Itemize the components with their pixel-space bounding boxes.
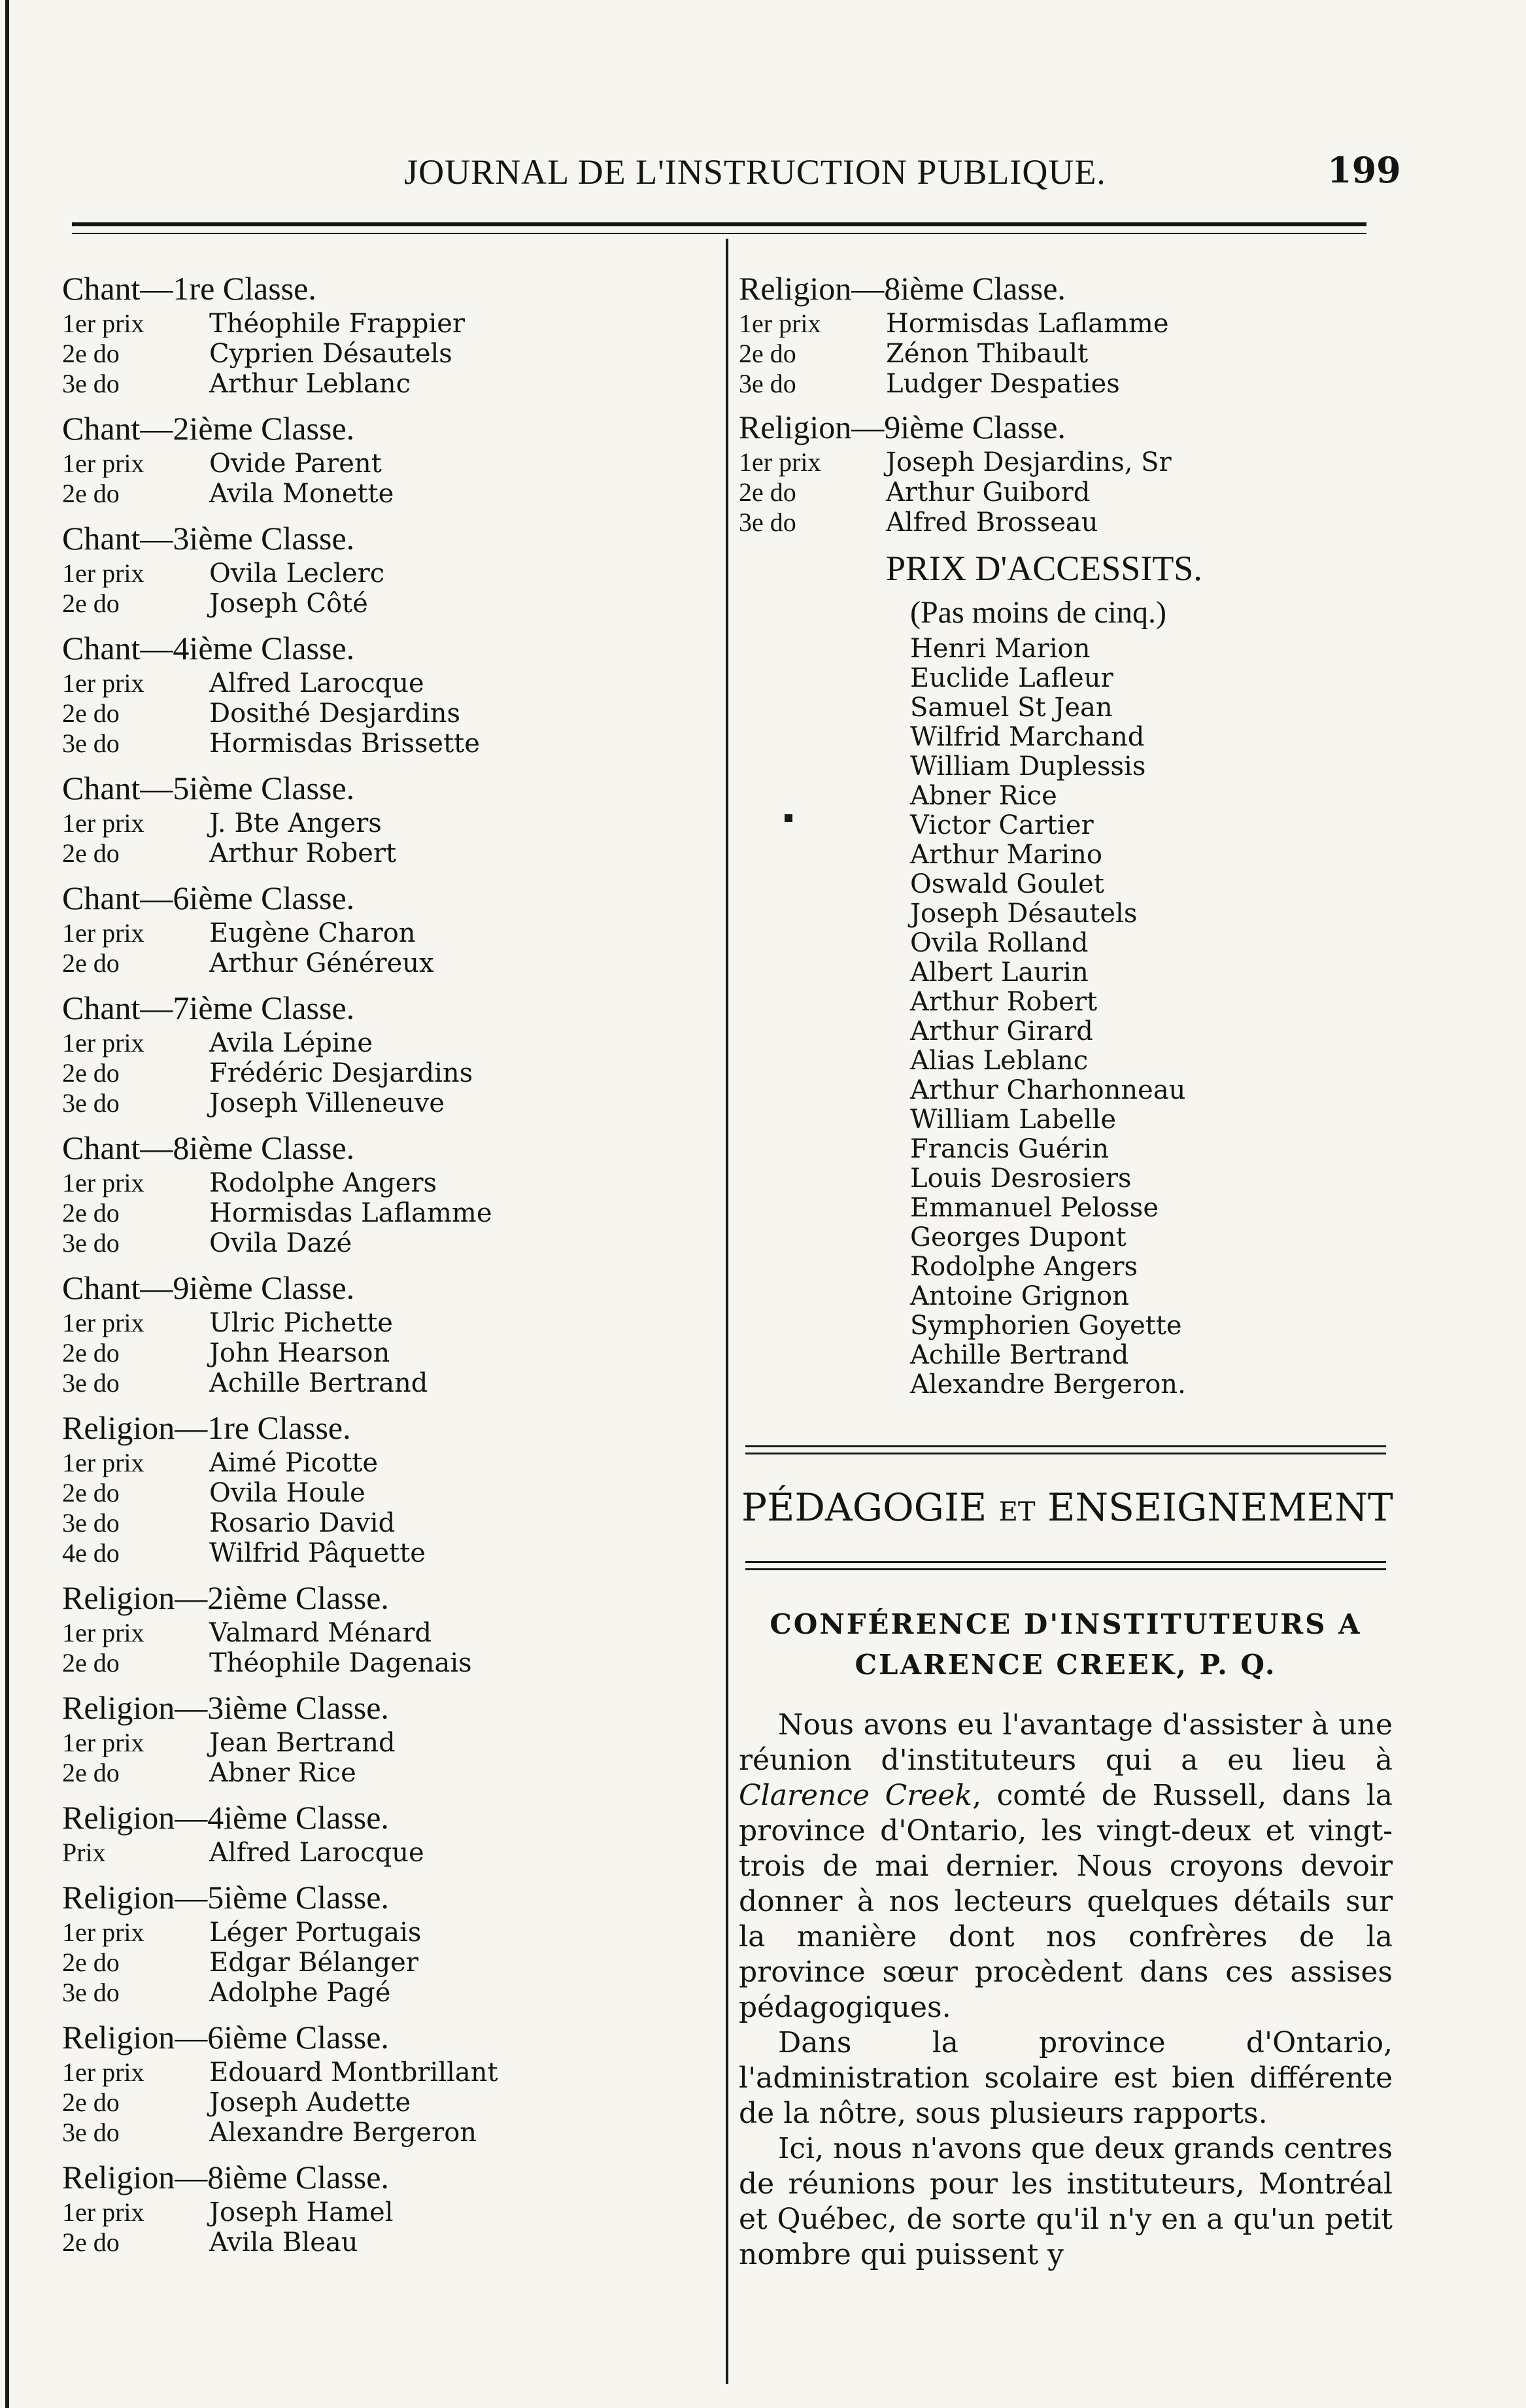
article-p1-text-a: Nous avons eu l'avantage d'assister à une réunion d'instituteurs qui a eu lieu à: [739, 1708, 1393, 1777]
prize-section: [62, 408, 716, 509]
prize-rank: 1er prix: [739, 309, 821, 338]
prize-row: [62, 309, 716, 339]
prize-rank: 3e do: [62, 1978, 120, 2007]
prize-row: [62, 1058, 716, 1088]
prize-winner-name: Joseph Côté: [209, 589, 368, 619]
pedagogie-heading-part2: ENSEIGNEMENT: [1047, 1485, 1393, 1530]
section-title: Religion—5ième Classe.: [62, 1879, 389, 1916]
conference-title-line1: CONFÉRENCE D'INSTITUTEURS A: [770, 1608, 1362, 1640]
prize-winner-name: Joseph Hamel: [209, 2197, 394, 2227]
prize-rank: 1er prix: [62, 1308, 144, 1337]
accessit-name: William Labelle: [910, 1105, 1117, 1135]
prize-winner-name: Jean Bertrand: [209, 1728, 396, 1758]
prize-winner-name: Arthur Généreux: [209, 948, 434, 978]
prize-winner-name: Joseph Audette: [209, 2088, 411, 2118]
prize-row: [62, 479, 716, 509]
right-column: [739, 268, 1393, 2273]
prize-winner-name: Eugène Charon: [209, 918, 416, 948]
prize-rank: 3e do: [62, 1228, 120, 1258]
prize-section: [739, 268, 1393, 399]
prize-winner-name: Arthur Leblanc: [209, 369, 411, 399]
accessits-list: [910, 634, 1393, 1400]
prize-winner-name: John Hearson: [209, 1338, 390, 1368]
prize-row: [62, 1758, 716, 1788]
prize-winner-name: Adolphe Pagé: [209, 1978, 391, 2008]
section-title: Religion—8ième Classe.: [62, 2159, 389, 2195]
prize-rank: 1er prix: [62, 559, 144, 588]
prize-section: [62, 1267, 716, 1398]
prize-section: [62, 1687, 716, 1788]
section-title: Religion—1re Classe.: [62, 1409, 351, 1446]
prize-section: [62, 1577, 716, 1678]
prize-row: [739, 507, 1393, 538]
prize-row: [62, 589, 716, 619]
prize-rank: 2e do: [62, 2088, 120, 2117]
prize-winner-name: Cyprien Désautels: [209, 339, 452, 369]
article-p1-place: Clarence Creek: [739, 1779, 973, 1812]
prize-winner-name: Hormisdas Brissette: [209, 729, 480, 759]
prize-row: [62, 1308, 716, 1338]
prize-winner-name: Edgar Bélanger: [209, 1948, 418, 1978]
prize-winner-name: Théophile Dagenais: [209, 1648, 472, 1678]
prize-winner-name: J. Bte Angers: [209, 808, 382, 838]
prize-rank: 3e do: [62, 729, 120, 758]
prize-winner-name: Achille Bertrand: [209, 1368, 428, 1398]
prize-rank: 1er prix: [62, 1728, 144, 1757]
prize-row: [62, 838, 716, 869]
prize-row: [62, 1088, 716, 1118]
prize-row: [62, 2118, 716, 2148]
prize-rank: 1er prix: [62, 1168, 144, 1197]
prize-rank: 2e do: [62, 1198, 120, 1228]
prize-row: [62, 449, 716, 479]
prize-winner-name: Hormisdas Laflamme: [886, 309, 1169, 339]
prize-row: [62, 1918, 716, 1948]
accessit-name: Samuel St Jean: [910, 693, 1113, 723]
prize-winner-name: Edouard Montbrillant: [209, 2057, 498, 2088]
prize-row: [739, 339, 1393, 369]
prize-row: [62, 1948, 716, 1978]
prize-row: [62, 948, 716, 978]
prize-row: [62, 698, 716, 729]
prize-row: [62, 808, 716, 838]
page-number: 199: [1327, 149, 1401, 191]
prize-row: [739, 309, 1393, 339]
section-title: Chant—3ième Classe.: [62, 520, 355, 557]
pedagogie-heading-joiner: ET: [998, 1497, 1036, 1527]
accessit-name: Arthur Charhonneau: [910, 1075, 1186, 1105]
prize-rank: 2e do: [62, 1758, 120, 1787]
prize-rank: 1er prix: [62, 1448, 144, 1477]
prize-winner-name: Ludger Despaties: [886, 369, 1120, 399]
prize-section: [62, 1877, 716, 2008]
prize-rank: 3e do: [62, 369, 120, 398]
prize-rank: 1er prix: [62, 449, 144, 478]
accessit-name: Alias Leblanc: [910, 1046, 1089, 1076]
accessit-name: Ovila Rolland: [910, 928, 1089, 958]
prize-winner-name: Zénon Thibault: [886, 339, 1089, 369]
article-paragraph-2: Dans la province d'Ontario, l'administration scolaire est bien différente de la nôtre, sous plusieurs rapports.: [739, 2026, 1393, 2130]
prize-row: [62, 1538, 716, 1568]
prize-winner-name: Avila Bleau: [209, 2227, 358, 2258]
prize-rank: 2e do: [62, 698, 120, 728]
header-rule: [72, 222, 1366, 234]
section-title: Religion—9ième Classe.: [739, 409, 1066, 445]
prize-section: [62, 268, 716, 399]
prize-row: [62, 2057, 716, 2088]
prize-row: [62, 1198, 716, 1228]
prize-rank: 2e do: [62, 339, 120, 368]
journal-title: JOURNAL DE L'INSTRUCTION PUBLIQUE.: [404, 152, 1106, 192]
prize-row: [62, 2227, 716, 2258]
prize-rank: 1er prix: [62, 1028, 144, 1058]
prize-winner-name: Ovide Parent: [209, 449, 382, 479]
prize-winner-name: Alfred Brosseau: [886, 507, 1098, 538]
conference-article: [739, 1708, 1393, 2273]
prize-section: [62, 1127, 716, 1258]
prize-row: [62, 1508, 716, 1538]
accessit-name: Symphorien Goyette: [910, 1311, 1182, 1341]
prize-section: [62, 2157, 716, 2258]
prize-row: [62, 1448, 716, 1478]
prize-winner-name: Avila Lépine: [209, 1028, 373, 1058]
prize-rank: 1er prix: [62, 2057, 144, 2087]
prize-rank: 1er prix: [62, 1918, 144, 1947]
prize-section: [62, 1797, 716, 1868]
prize-rank: 2e do: [62, 1338, 120, 1367]
accessit-name: Oswald Goulet: [910, 869, 1104, 899]
prize-winner-name: Théophile Frappier: [209, 309, 466, 339]
accessit-name: Arthur Marino: [910, 840, 1103, 870]
prize-row: [62, 918, 716, 948]
prize-rank: 3e do: [62, 1088, 120, 1118]
prize-winner-name: Joseph Desjardins, Sr: [886, 447, 1172, 477]
prize-row: [62, 2197, 716, 2227]
prize-section: [62, 518, 716, 619]
article-paragraph-1: [739, 1708, 1393, 2025]
prize-winner-name: Rosario David: [209, 1508, 396, 1538]
section-title: Chant—8ième Classe.: [62, 1129, 355, 1166]
prize-rank: 2e do: [62, 2227, 120, 2257]
prize-section: [62, 628, 716, 759]
section-title: Chant—7ième Classe.: [62, 989, 355, 1026]
prize-section: [62, 768, 716, 869]
prize-rank: 3e do: [62, 1508, 120, 1538]
prize-rank: 2e do: [739, 477, 796, 507]
section-title: Chant—6ième Classe.: [62, 880, 355, 916]
prize-winner-name: Hormisdas Laflamme: [209, 1198, 492, 1228]
prize-row: [62, 1838, 716, 1868]
prize-rank: 1er prix: [739, 447, 821, 477]
accessit-name: Antoine Grignon: [910, 1281, 1129, 1311]
prize-section: [62, 2017, 716, 2148]
accessit-name: Achille Bertrand: [910, 1340, 1129, 1370]
pedagogie-heading: [741, 1485, 1393, 1535]
prize-row: [62, 1028, 716, 1058]
section-title: Religion—3ième Classe.: [62, 1689, 389, 1726]
prize-row: [739, 369, 1393, 399]
prize-winner-name: Aimé Picotte: [209, 1448, 379, 1478]
section-title: Religion—6ième Classe.: [62, 2019, 389, 2055]
prize-winner-name: Alexandre Bergeron: [209, 2118, 477, 2148]
section-rule: [745, 1445, 1386, 1454]
prize-row: [739, 447, 1393, 477]
prize-rank: 4e do: [62, 1538, 120, 1568]
prize-winner-name: Abner Rice: [209, 1758, 356, 1788]
prize-winner-name: Alfred Larocque: [209, 1838, 424, 1868]
prize-rank: 2e do: [62, 1648, 120, 1677]
prize-winner-name: Valmard Ménard: [209, 1618, 432, 1648]
prize-row: [62, 1168, 716, 1198]
page-edge-line: [5, 0, 9, 2408]
accessit-name: Henri Marion: [910, 634, 1091, 664]
accessit-name: Victor Cartier: [910, 810, 1094, 840]
prize-winner-name: Arthur Robert: [209, 838, 397, 869]
accessit-name: Abner Rice: [910, 781, 1057, 811]
prize-row: [62, 1648, 716, 1678]
prize-rank: 1er prix: [62, 668, 144, 698]
prize-section: [739, 407, 1393, 538]
prize-rank: 2e do: [62, 838, 120, 868]
left-column: [62, 268, 716, 2267]
prize-winner-name: Wilfrid Pâquette: [209, 1538, 426, 1568]
section-title: Religion—4ième Classe.: [62, 1799, 389, 1836]
prize-rank: 2e do: [62, 948, 120, 978]
prize-rank: 1er prix: [62, 808, 144, 838]
section-rule-lower: [745, 1561, 1386, 1570]
prize-rank: Prix: [62, 1838, 106, 1867]
prize-rank: 3e do: [739, 369, 796, 398]
section-title: Religion—2ième Classe.: [62, 1579, 389, 1616]
accessit-name: Joseph Désautels: [910, 899, 1138, 929]
accessit-name: Albert Laurin: [910, 957, 1089, 988]
accessit-name: Louis Desrosiers: [910, 1163, 1132, 1194]
prize-row: [62, 369, 716, 399]
conference-title-line2: CLARENCE CREEK, P. Q.: [855, 1649, 1277, 1681]
prize-row: [62, 339, 716, 369]
prize-rank: 3e do: [739, 507, 796, 537]
article-p1-text-b: , comté de Russell, dans la province d'Ontario, les vingt-deux et vingt-trois de mai dernier. Nous croyons devoir donner à nos lecteurs quelques détails sur la manière dont nos confrères de la province sœur procèdent dans ces assises pédagogiques.: [739, 1779, 1393, 2024]
section-title: Religion—8ième Classe.: [739, 270, 1066, 307]
pedagogie-heading-part1: PÉDAGOGIE: [741, 1485, 987, 1530]
section-title: Chant—4ième Classe.: [62, 630, 355, 666]
prize-winner-name: Léger Portugais: [209, 1918, 422, 1948]
prize-rank: 2e do: [739, 339, 796, 368]
prize-winner-name: Ovila Leclerc: [209, 559, 385, 589]
prize-winner-name: Ovila Houle: [209, 1478, 365, 1508]
prize-winner-name: Frédéric Desjardins: [209, 1058, 473, 1088]
prize-rank: 1er prix: [62, 918, 144, 948]
article-paragraph-3: Ici, nous n'avons que deux grands centres de réunions pour les instituteurs, Montréal et Québec, de sorte qu'il n'y en a qu'un petit nombre qui puissent y: [739, 2132, 1393, 2271]
prize-winner-name: Rodolphe Angers: [209, 1168, 437, 1198]
prize-winner-name: Ulric Pichette: [209, 1308, 393, 1338]
prize-row: [739, 477, 1393, 507]
accessit-name: William Duplessis: [910, 751, 1146, 782]
section-title: Chant—9ième Classe.: [62, 1269, 355, 1306]
accessits-subtitle: (Pas moins de cinq.): [910, 595, 1166, 630]
accessit-name: Rodolphe Angers: [910, 1252, 1138, 1282]
prize-winner-name: Arthur Guibord: [886, 477, 1091, 507]
accessit-name: Wilfrid Marchand: [910, 722, 1145, 752]
prize-row: [62, 1728, 716, 1758]
stray-mark: [785, 814, 792, 822]
prize-rank: 1er prix: [62, 309, 144, 338]
prize-winner-name: Alfred Larocque: [209, 668, 424, 698]
prize-row: [62, 1478, 716, 1508]
prize-rank: 2e do: [62, 1948, 120, 1977]
prize-row: [62, 1338, 716, 1368]
prize-rank: 2e do: [62, 1478, 120, 1507]
prize-row: [62, 729, 716, 759]
prize-row: [62, 1618, 716, 1648]
prize-row: [62, 559, 716, 589]
prize-section: [62, 1407, 716, 1568]
prize-rank: 2e do: [62, 479, 120, 508]
prize-row: [62, 1368, 716, 1398]
prize-rank: 1er prix: [62, 2197, 144, 2227]
prize-row: [62, 1228, 716, 1258]
accessits-title: PRIX D'ACCESSITS.: [886, 549, 1202, 588]
column-divider: [726, 239, 728, 2384]
prize-section: [62, 878, 716, 978]
section-title: Chant—2ième Classe.: [62, 410, 355, 447]
prize-section: [62, 988, 716, 1118]
prize-row: [62, 1978, 716, 2008]
prize-rank: 3e do: [62, 1368, 120, 1398]
section-title: Chant—5ième Classe.: [62, 770, 355, 806]
accessit-name: Euclide Lafleur: [910, 663, 1113, 693]
prize-winner-name: Dosithé Desjardins: [209, 698, 461, 729]
accessit-name: Alexandre Bergeron.: [910, 1369, 1186, 1400]
accessit-name: Emmanuel Pelosse: [910, 1193, 1159, 1223]
prize-winner-name: Avila Monette: [209, 479, 394, 509]
accessit-name: Francis Guérin: [910, 1134, 1109, 1164]
prize-row: [62, 668, 716, 698]
prize-row: [62, 2088, 716, 2118]
prize-winner-name: Ovila Dazé: [209, 1228, 352, 1258]
prize-winner-name: Joseph Villeneuve: [209, 1088, 445, 1118]
accessit-name: Arthur Girard: [910, 1016, 1093, 1046]
accessit-name: Georges Dupont: [910, 1222, 1127, 1252]
accessit-name: Arthur Robert: [910, 987, 1098, 1017]
prize-rank: 2e do: [62, 1058, 120, 1088]
prize-rank: 2e do: [62, 589, 120, 618]
prize-rank: 1er prix: [62, 1618, 144, 1647]
conference-title: [739, 1604, 1393, 1685]
section-title: Chant—1re Classe.: [62, 270, 316, 307]
prize-rank: 3e do: [62, 2118, 120, 2147]
